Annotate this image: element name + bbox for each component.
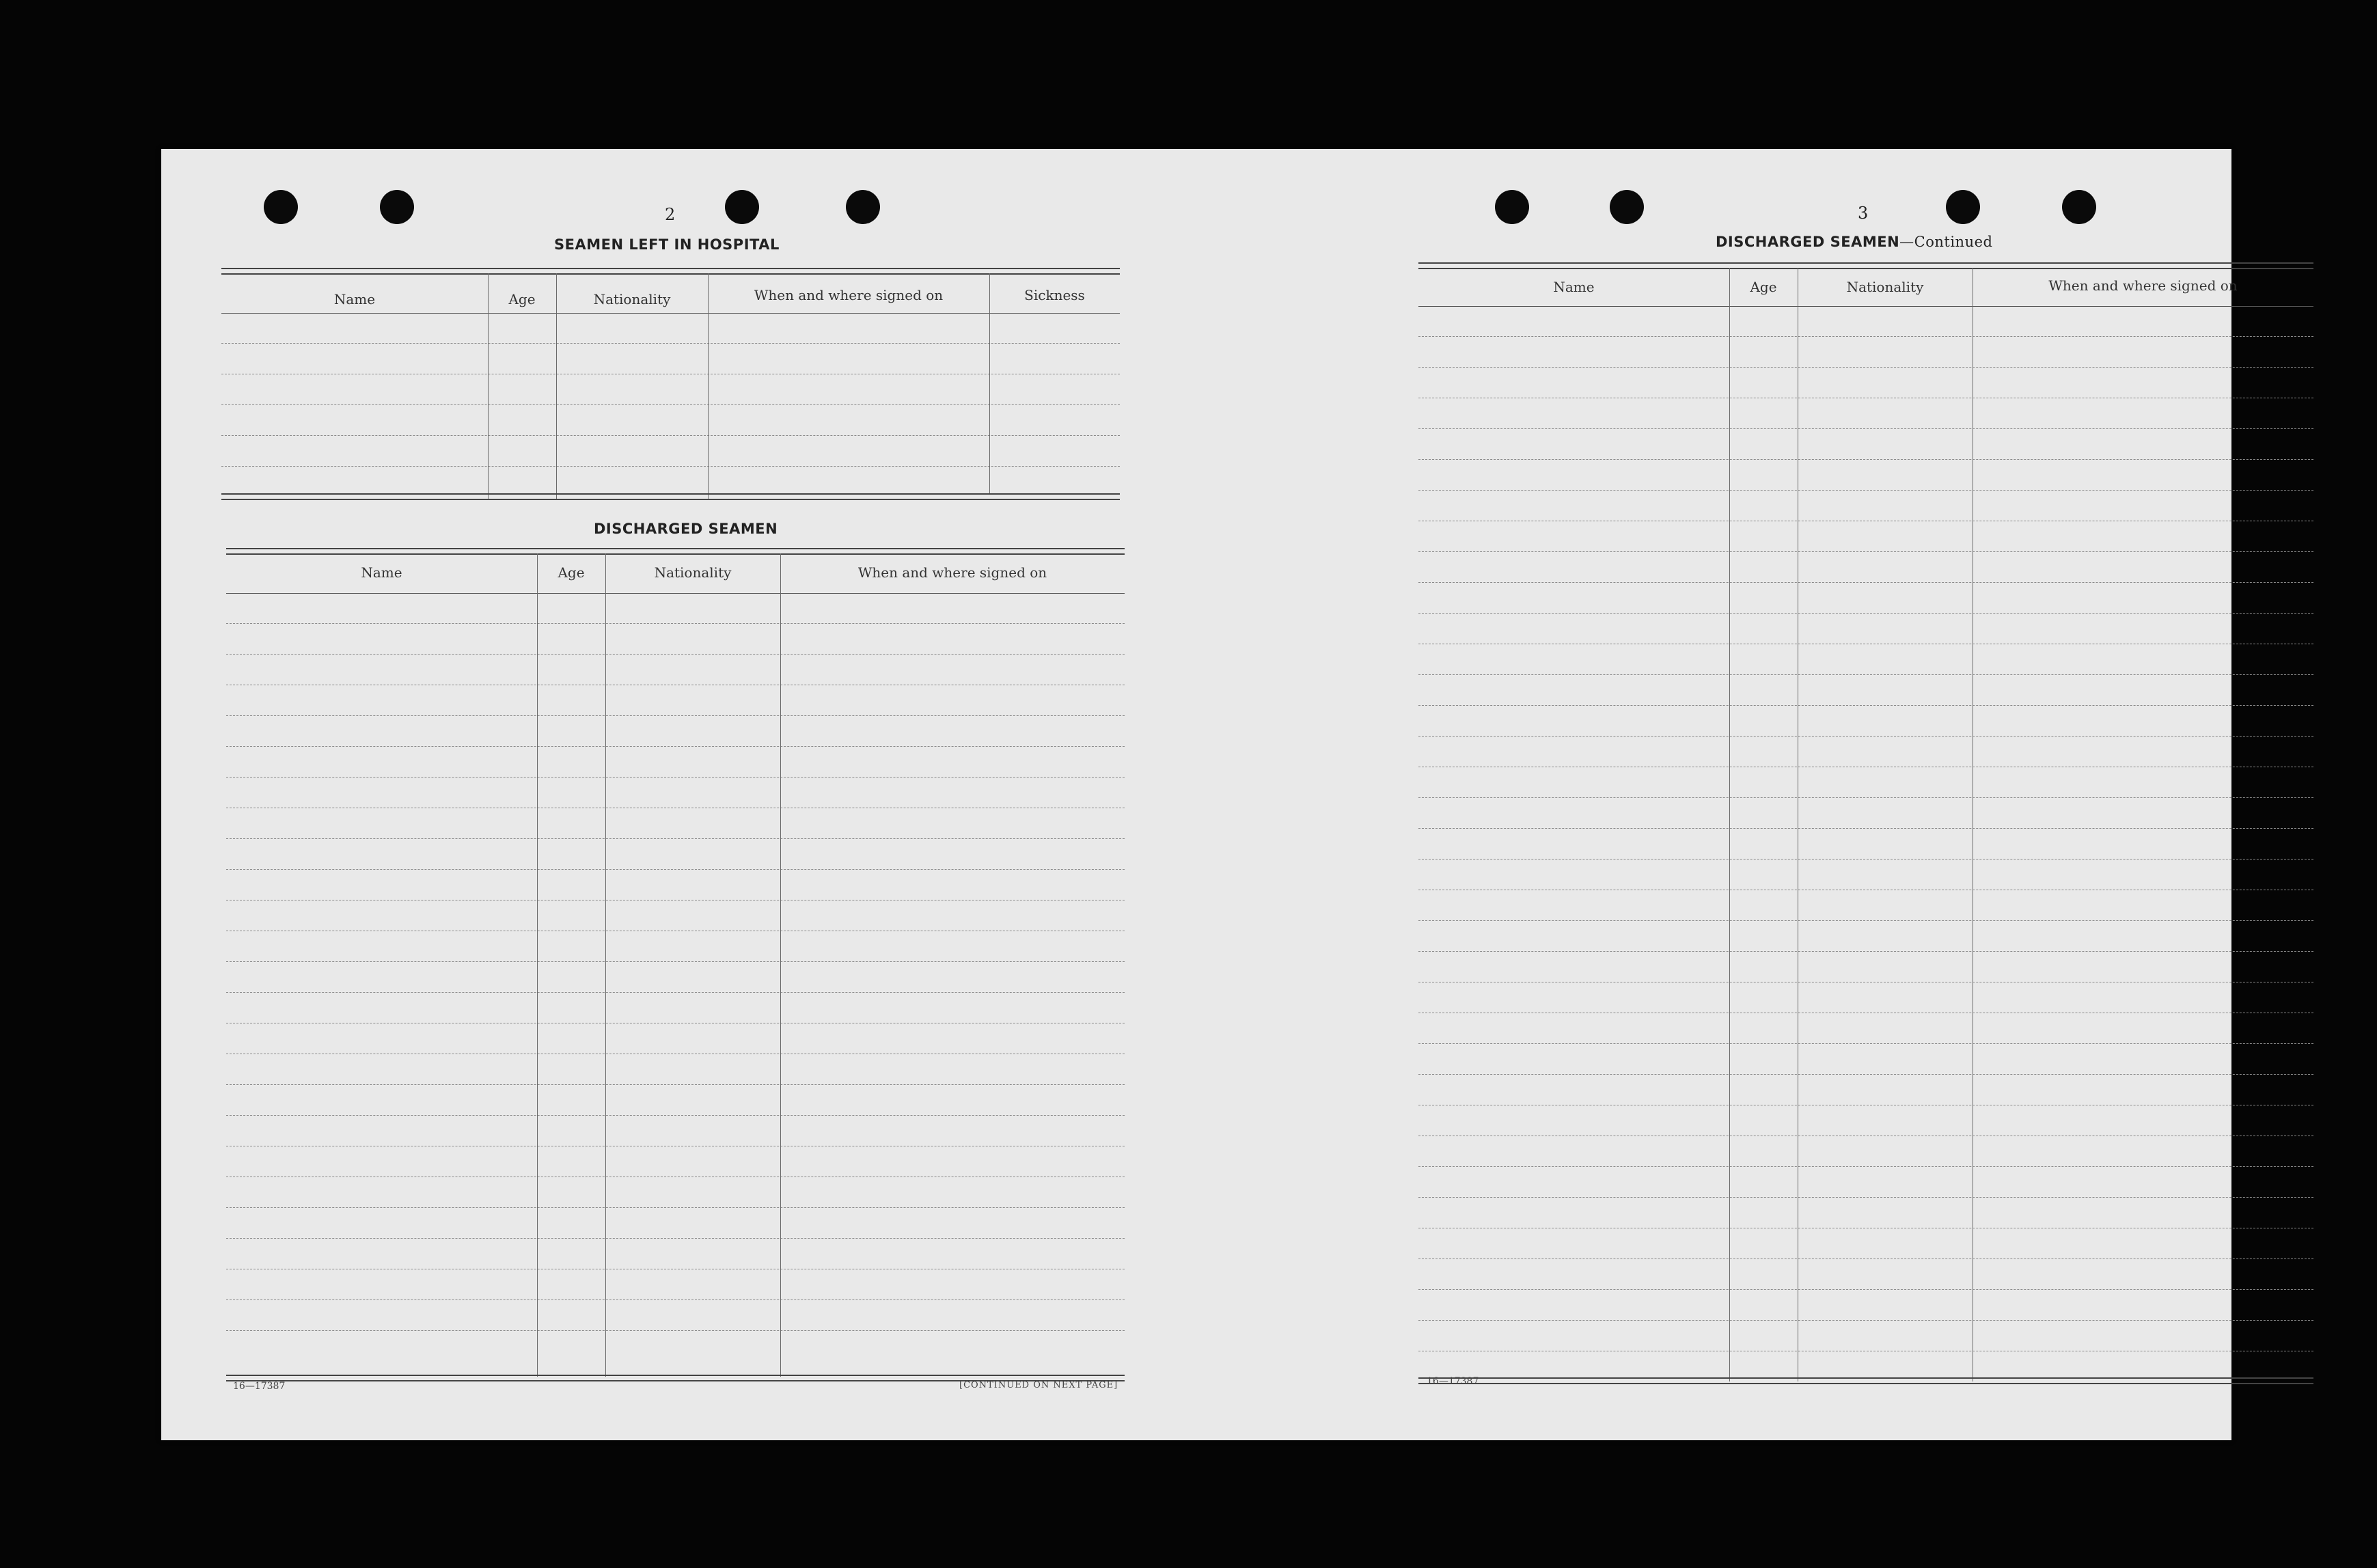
section-title-text: DISCHARGED SEAMEN: [1716, 234, 1900, 250]
left-page: [161, 149, 1196, 1440]
discharged-section-title: DISCHARGED SEAMEN: [594, 521, 778, 537]
page-number: 3: [1858, 204, 1869, 223]
blank-row-rule: [226, 623, 1125, 624]
blank-row-rule: [1418, 367, 2313, 368]
blank-row-rule: [1418, 428, 2313, 429]
blank-row-rule: [1418, 828, 2313, 829]
blank-row-rule: [226, 992, 1125, 993]
discharged-table: [226, 548, 1125, 1380]
column-header-signed-on: When and where signed on: [857, 564, 1047, 581]
blank-row-rule: [1418, 459, 2313, 460]
blank-row-rule: [1418, 490, 2313, 491]
blank-row-rule: [226, 1084, 1125, 1085]
form-number: 16—17387: [1427, 1376, 1479, 1387]
column-header-signed-on: When and where signed on: [2048, 277, 2238, 294]
column-header-name: Name: [1553, 279, 1595, 295]
continued-note: [CONTINUED ON NEXT PAGE]: [959, 1380, 1118, 1390]
right-page: [1196, 149, 2238, 1440]
blank-row-rule: [1418, 551, 2313, 552]
blank-row-rule: [1418, 797, 2313, 798]
blank-row-rule: [226, 1238, 1125, 1239]
blank-row-rule: [1418, 736, 2313, 737]
column-header-nationality: Nationality: [654, 564, 732, 581]
blank-row-rule: [226, 869, 1125, 870]
column-header-age: Age: [558, 564, 585, 581]
column-header-nationality: Nationality: [1846, 279, 1924, 295]
discharged-continued-title: [1716, 234, 1992, 250]
blank-row-rule: [226, 777, 1125, 778]
blank-row-rule: [1418, 1197, 2313, 1198]
blank-row-rule: [226, 1207, 1125, 1208]
blank-row-rule: [1418, 951, 2313, 952]
record-book-spread: [161, 149, 2238, 1440]
blank-row-rule: [1418, 674, 2313, 675]
blank-row-rule: [226, 654, 1125, 655]
hospital-section-title: SEAMEN LEFT IN HOSPITAL: [554, 236, 780, 253]
blank-row-rule: [226, 746, 1125, 747]
blank-row-rule: [226, 838, 1125, 839]
column-header-sickness: Sickness: [1024, 287, 1085, 303]
hospital-table: [221, 268, 1120, 504]
column-header-age: Age: [1750, 279, 1777, 295]
blank-row-rule: [226, 1299, 1125, 1300]
blank-row-rule: [1418, 1258, 2313, 1259]
form-number: 16—17387: [233, 1381, 286, 1392]
blank-row-rule: [1418, 1166, 2313, 1167]
blank-row-rule: [1418, 705, 2313, 706]
blank-row-rule: [1418, 1074, 2313, 1075]
blank-row-rule: [1418, 582, 2313, 583]
blank-row-rule: [226, 1115, 1125, 1116]
page-number: 2: [665, 205, 676, 224]
blank-row-rule: [226, 715, 1125, 716]
column-header-signed-on: When and where signed on: [754, 287, 944, 303]
blank-row-rule: [1418, 613, 2313, 614]
column-header-age: Age: [508, 291, 536, 307]
blank-row-rule: [1418, 1289, 2313, 1290]
blank-row-rule: [1418, 1043, 2313, 1044]
discharged-continued-table: [1418, 262, 2313, 1383]
blank-row-rule: [1418, 1320, 2313, 1321]
column-header-name: Name: [333, 291, 376, 307]
blank-row-rule: [1418, 336, 2313, 337]
blank-row-rule: [226, 961, 1125, 962]
column-header-name: Name: [361, 564, 402, 581]
column-header-nationality: Nationality: [593, 291, 671, 307]
section-title-suffix: —Continued: [1899, 234, 1993, 250]
blank-row-rule: [1418, 920, 2313, 921]
blank-row-rule: [226, 1330, 1125, 1331]
